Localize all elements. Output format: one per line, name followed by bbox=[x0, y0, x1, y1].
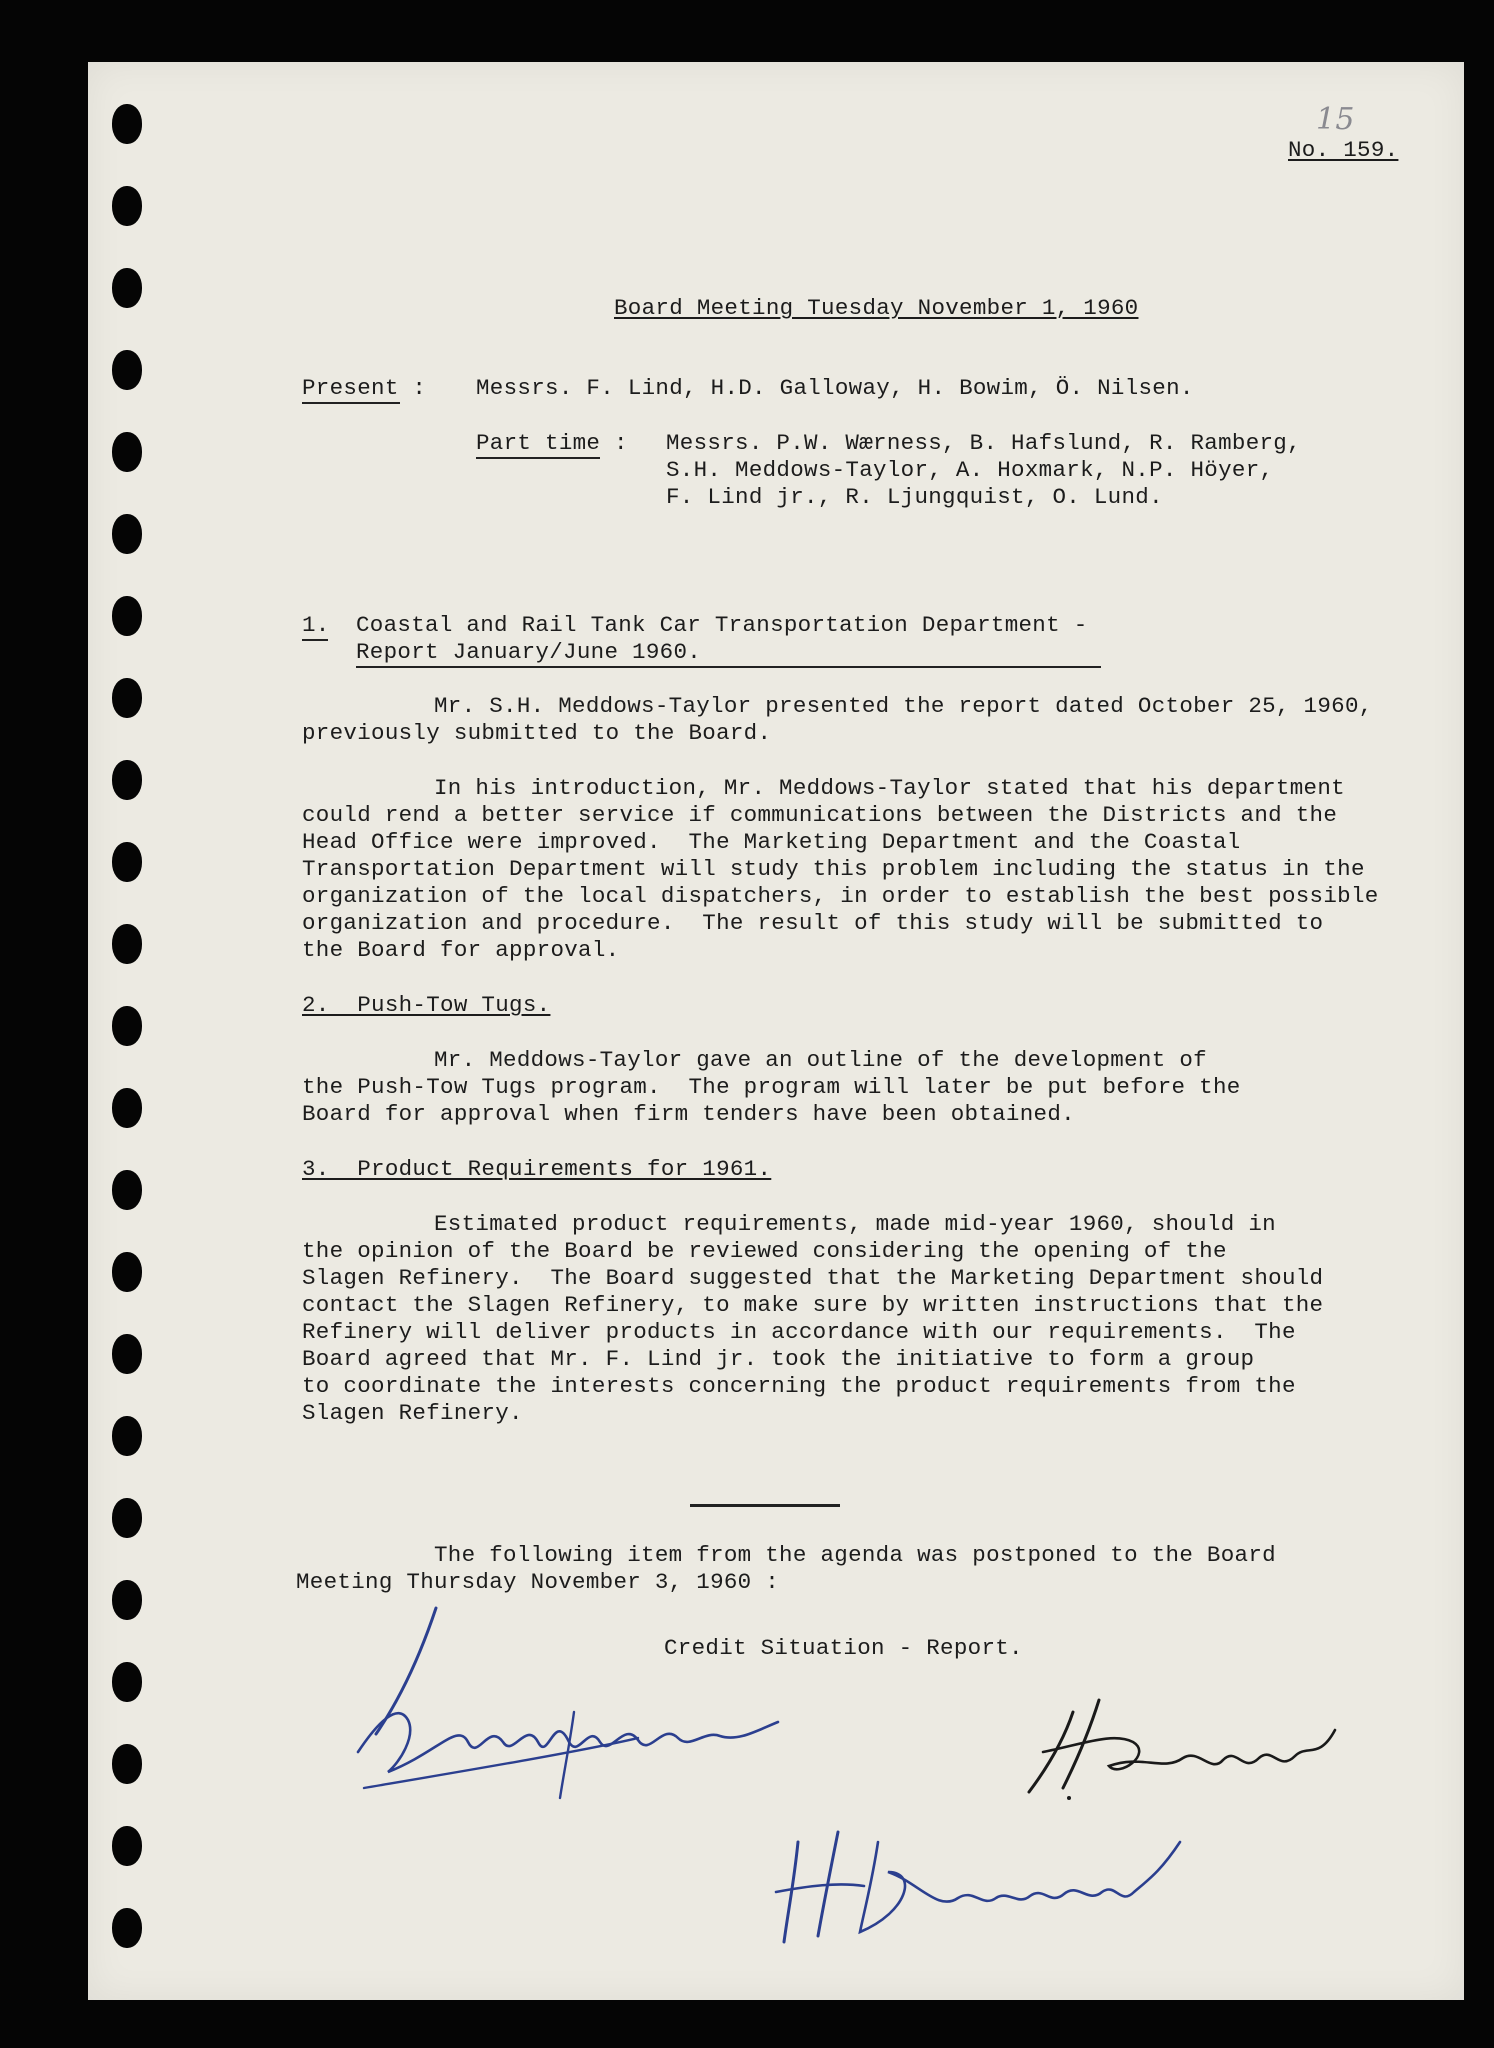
binder-hole bbox=[112, 1908, 142, 1948]
binder-hole bbox=[112, 924, 142, 964]
document-page bbox=[88, 62, 1464, 2000]
binder-hole bbox=[112, 514, 142, 554]
postponed-line: Meeting Thursday November 3, 1960 : bbox=[296, 1569, 780, 1595]
present-label: Present : bbox=[302, 375, 427, 401]
postponed-line: The following item from the agenda was postponed to the Board bbox=[434, 1542, 1276, 1568]
item1-paragraph-line: organization and procedure. The result of this study will be submitted to bbox=[302, 910, 1324, 936]
binder-hole bbox=[112, 1416, 142, 1456]
section-separator bbox=[690, 1504, 840, 1507]
item2-heading: 2. Push-Tow Tugs. bbox=[302, 992, 551, 1018]
item2-line: Board for approval when firm tenders have been obtained. bbox=[302, 1101, 1075, 1127]
item3-line: the opinion of the Board be reviewed considering the opening of the bbox=[302, 1238, 1227, 1264]
binder-hole bbox=[112, 1088, 142, 1128]
item3-line: Slagen Refinery. bbox=[302, 1400, 523, 1426]
item2-line: Mr. Meddows-Taylor gave an outline of the development of bbox=[434, 1047, 1207, 1073]
binder-hole bbox=[112, 1580, 142, 1620]
signature-ljungquist bbox=[338, 1602, 818, 1802]
document-number: No. 159. bbox=[1288, 137, 1399, 163]
binder-hole bbox=[112, 842, 142, 882]
item3-line: contact the Slagen Refinery, to make sure by written instructions that the bbox=[302, 1292, 1324, 1318]
item1-paragraph-line: organization of the local dispatchers, in order to establish the best possible bbox=[302, 883, 1379, 909]
item1-number-underline bbox=[302, 639, 328, 641]
binder-hole bbox=[112, 1662, 142, 1702]
signature-bowim bbox=[1023, 1682, 1343, 1802]
item1-paragraph-line: could rend a better service if communications between the Districts and the bbox=[302, 802, 1338, 828]
item3-line: Estimated product requirements, made mid-year 1960, should in bbox=[434, 1211, 1276, 1237]
binder-hole bbox=[112, 760, 142, 800]
item1-paragraph-line: Head Office were improved. The Marketing Department and the Coastal bbox=[302, 829, 1241, 855]
binder-hole bbox=[112, 596, 142, 636]
item3-line: Refinery will deliver products in accordance with our requirements. The bbox=[302, 1319, 1296, 1345]
item1-paragraph-line: previously submitted to the Board. bbox=[302, 720, 772, 746]
item3-line: Board agreed that Mr. F. Lind jr. took the initiative to form a group bbox=[302, 1346, 1255, 1372]
signature-galloway bbox=[768, 1802, 1188, 1952]
item1-paragraph-line: In his introduction, Mr. Meddows-Taylor stated that his department bbox=[434, 775, 1345, 801]
binder-hole bbox=[112, 1498, 142, 1538]
item3-heading: 3. Product Requirements for 1961. bbox=[302, 1156, 772, 1182]
item1-number: 1. bbox=[302, 612, 330, 638]
binder-hole bbox=[112, 678, 142, 718]
binder-hole bbox=[112, 104, 142, 144]
item1-paragraph-line: the Board for approval. bbox=[302, 937, 620, 963]
binder-hole bbox=[112, 1170, 142, 1210]
item1-heading-underline bbox=[356, 666, 1101, 668]
item1-heading-line: Coastal and Rail Tank Car Transportation Department - bbox=[356, 612, 1088, 638]
document-title: Board Meeting Tuesday November 1, 1960 bbox=[614, 295, 1139, 321]
part-time-line: Messrs. P.W. Wærness, B. Hafslund, R. Ramberg, bbox=[666, 430, 1301, 456]
binder-hole bbox=[112, 432, 142, 472]
page-mark: 15 bbox=[1316, 102, 1355, 137]
present-underline bbox=[302, 402, 400, 404]
part-time-line: S.H. Meddows-Taylor, A. Hoxmark, N.P. Höyer, bbox=[666, 457, 1274, 483]
binder-hole bbox=[112, 1334, 142, 1374]
item3-line: Slagen Refinery. The Board suggested that the Marketing Department should bbox=[302, 1265, 1324, 1291]
item1-heading-line: Report January/June 1960. bbox=[356, 639, 702, 665]
part-time-underline bbox=[476, 457, 600, 459]
part-time-line: F. Lind jr., R. Ljungquist, O. Lund. bbox=[666, 484, 1163, 510]
binder-hole bbox=[112, 268, 142, 308]
binder-hole bbox=[112, 186, 142, 226]
binder-hole bbox=[112, 1744, 142, 1784]
item1-paragraph-line: Transportation Department will study this problem including the status in the bbox=[302, 856, 1365, 882]
item2-line: the Push-Tow Tugs program. The program will later be put before the bbox=[302, 1074, 1241, 1100]
item3-line: to coordinate the interests concerning the product requirements from the bbox=[302, 1373, 1296, 1399]
item1-paragraph-line: Mr. S.H. Meddows-Taylor presented the report dated October 25, 1960, bbox=[434, 693, 1373, 719]
binder-hole bbox=[112, 1006, 142, 1046]
binder-hole bbox=[112, 1826, 142, 1866]
present-names: Messrs. F. Lind, H.D. Galloway, H. Bowim, Ö. Nilsen. bbox=[476, 375, 1194, 401]
binder-hole bbox=[112, 350, 142, 390]
binder-hole bbox=[112, 1252, 142, 1292]
postponed-item: Credit Situation - Report. bbox=[664, 1635, 1023, 1661]
part-time-label: Part time : bbox=[476, 430, 628, 456]
